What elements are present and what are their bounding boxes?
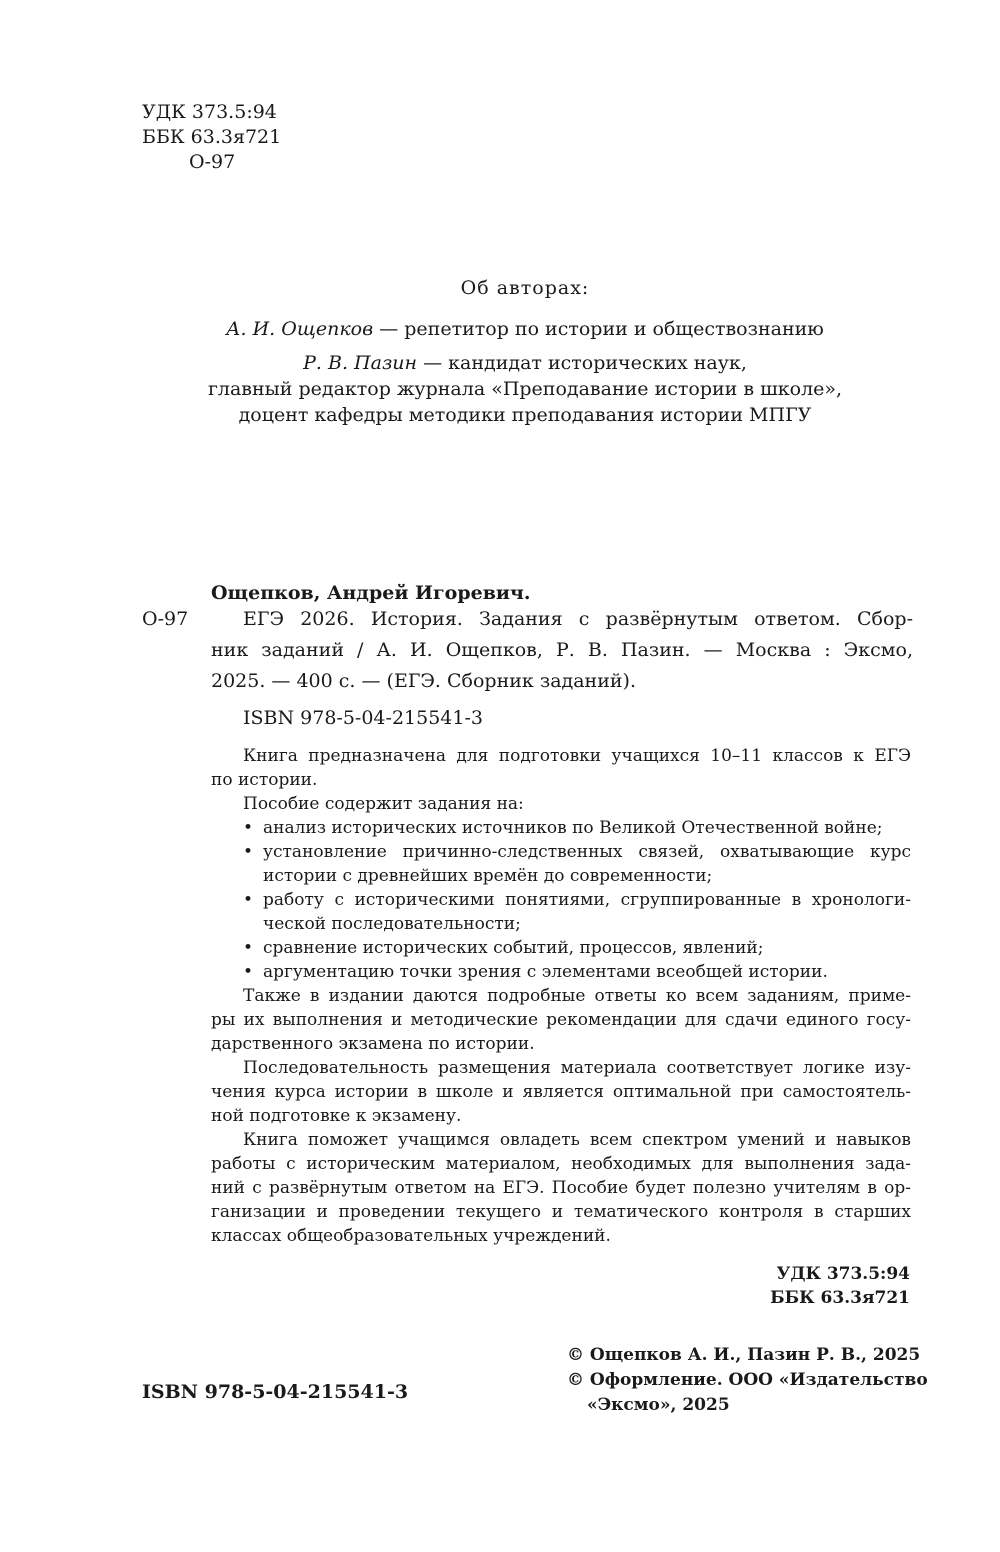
annotation-p3-line: Также в издании даются подробные ответы ко всем заданиям, приме- bbox=[243, 986, 911, 1006]
bullet-icon: • bbox=[243, 962, 254, 982]
bullet-line: истории с древнейших времён до современности; bbox=[263, 866, 713, 886]
annotation-bullet-list bbox=[211, 816, 911, 984]
bbk-code: ББК 63.3я721 bbox=[142, 126, 282, 148]
annotation-p3-line: дарственного экзамена по истории. bbox=[211, 1034, 535, 1054]
classification-bottom bbox=[600, 1262, 910, 1310]
annotation bbox=[211, 744, 911, 1248]
copyright-design-line1: © Оформление. ООО «Издательство bbox=[567, 1370, 928, 1390]
bbk-code-bottom: ББК 63.3я721 bbox=[770, 1288, 910, 1308]
annotation-p4-line: Последовательность размещения материала соответствует логике изу- bbox=[243, 1058, 911, 1078]
bullet-item bbox=[243, 888, 911, 936]
bullet-line: анализ исторических источников по Великой Отечественной войне; bbox=[263, 818, 883, 838]
bullet-line: установление причинно-следственных связей, охватывающие курс bbox=[263, 842, 911, 862]
copyright-authors: © Ощепков А. И., Пазин Р. В., 2025 bbox=[567, 1345, 921, 1365]
author2-name: Р. В. Пазин bbox=[303, 352, 418, 374]
author2-line3: доцент кафедры методики преподавания истории МПГУ bbox=[238, 404, 812, 426]
bibliographic-line: ник заданий / А. И. Ощепков, Р. В. Пазин. — Москва : Эксмо, bbox=[211, 639, 913, 661]
annotation-p1-line: Книга предназначена для подготовки учащихся 10–11 классов к ЕГЭ bbox=[243, 746, 911, 766]
bullet-icon: • bbox=[243, 842, 254, 862]
bibliographic-code: О-97 bbox=[142, 608, 189, 630]
bibliographic-description bbox=[211, 604, 913, 697]
bullet-icon: • bbox=[243, 938, 254, 958]
bibliographic-heading: Ощепков, Андрей Игоревич. bbox=[211, 582, 531, 604]
author2-line2: главный редактор журнала «Преподавание истории в школе», bbox=[207, 378, 843, 400]
annotation-p4-line: чения курса истории в школе и является оптимальной при самостоятель- bbox=[211, 1082, 911, 1102]
classification-top bbox=[142, 100, 281, 175]
bullet-line: ческой последовательности; bbox=[263, 914, 521, 934]
bullet-line: сравнение исторических событий, процессов, явлений; bbox=[263, 938, 764, 958]
annotation-p2: Пособие содержит задания на: bbox=[243, 794, 524, 814]
bibliographic-line: ЕГЭ 2026. История. Задания с развёрнутым ответом. Сбор- bbox=[243, 608, 913, 630]
author1-line bbox=[0, 318, 1000, 340]
author-mark: О-97 bbox=[189, 151, 236, 173]
about-authors-title: Об авторах: bbox=[460, 277, 590, 299]
annotation-p5-line: классах общеобразовательных учреждений. bbox=[211, 1226, 611, 1246]
bibliographic-line: 2025. — 400 с. — (ЕГЭ. Сборник заданий). bbox=[211, 670, 636, 692]
bullet-item bbox=[243, 840, 911, 888]
annotation-p4-line: ной подготовке к экзамену. bbox=[211, 1106, 462, 1126]
author1-desc: — репетитор по истории и обществознанию bbox=[373, 318, 824, 340]
copyright-design-line2: «Эксмо», 2025 bbox=[587, 1395, 730, 1415]
bullet-line: работу с историческими понятиями, сгруппированные в хронологи- bbox=[263, 890, 911, 910]
copyright-block bbox=[567, 1343, 928, 1418]
bullet-icon: • bbox=[243, 890, 254, 910]
annotation-p1-line: по истории. bbox=[211, 770, 318, 790]
udk-code-bottom: УДК 373.5:94 bbox=[776, 1264, 910, 1284]
annotation-p3-line: ры их выполнения и методические рекомендации для сдачи единого госу- bbox=[211, 1010, 911, 1030]
author2-line1 bbox=[0, 350, 1000, 376]
bullet-line: аргументацию точки зрения с элементами всеобщей истории. bbox=[263, 962, 828, 982]
author1-name: А. И. Ощепков bbox=[226, 318, 374, 340]
bullet-icon: • bbox=[243, 818, 254, 838]
annotation-p5-line: ганизации и проведении текущего и тематического контроля в старших bbox=[211, 1202, 911, 1222]
annotation-p5-line: Книга поможет учащимся овладеть всем спектром умений и навыков bbox=[243, 1130, 911, 1150]
bullet-item bbox=[243, 936, 911, 960]
bullet-item bbox=[243, 960, 911, 984]
annotation-p5-line: работы с историческим материалом, необходимых для выполнения зада- bbox=[211, 1154, 911, 1174]
footer-isbn: ISBN 978-5-04-215541-3 bbox=[142, 1381, 409, 1403]
author2-block bbox=[0, 350, 1000, 428]
udk-code: УДК 373.5:94 bbox=[142, 101, 277, 123]
annotation-p5-line: ний с развёрнутым ответом на ЕГЭ. Пособие будет полезно учителям в ор- bbox=[211, 1178, 911, 1198]
author2-desc: — кандидат исторических наук, bbox=[417, 352, 747, 374]
bibliographic-isbn: ISBN 978-5-04-215541-3 bbox=[243, 707, 483, 729]
bullet-item bbox=[243, 816, 911, 840]
